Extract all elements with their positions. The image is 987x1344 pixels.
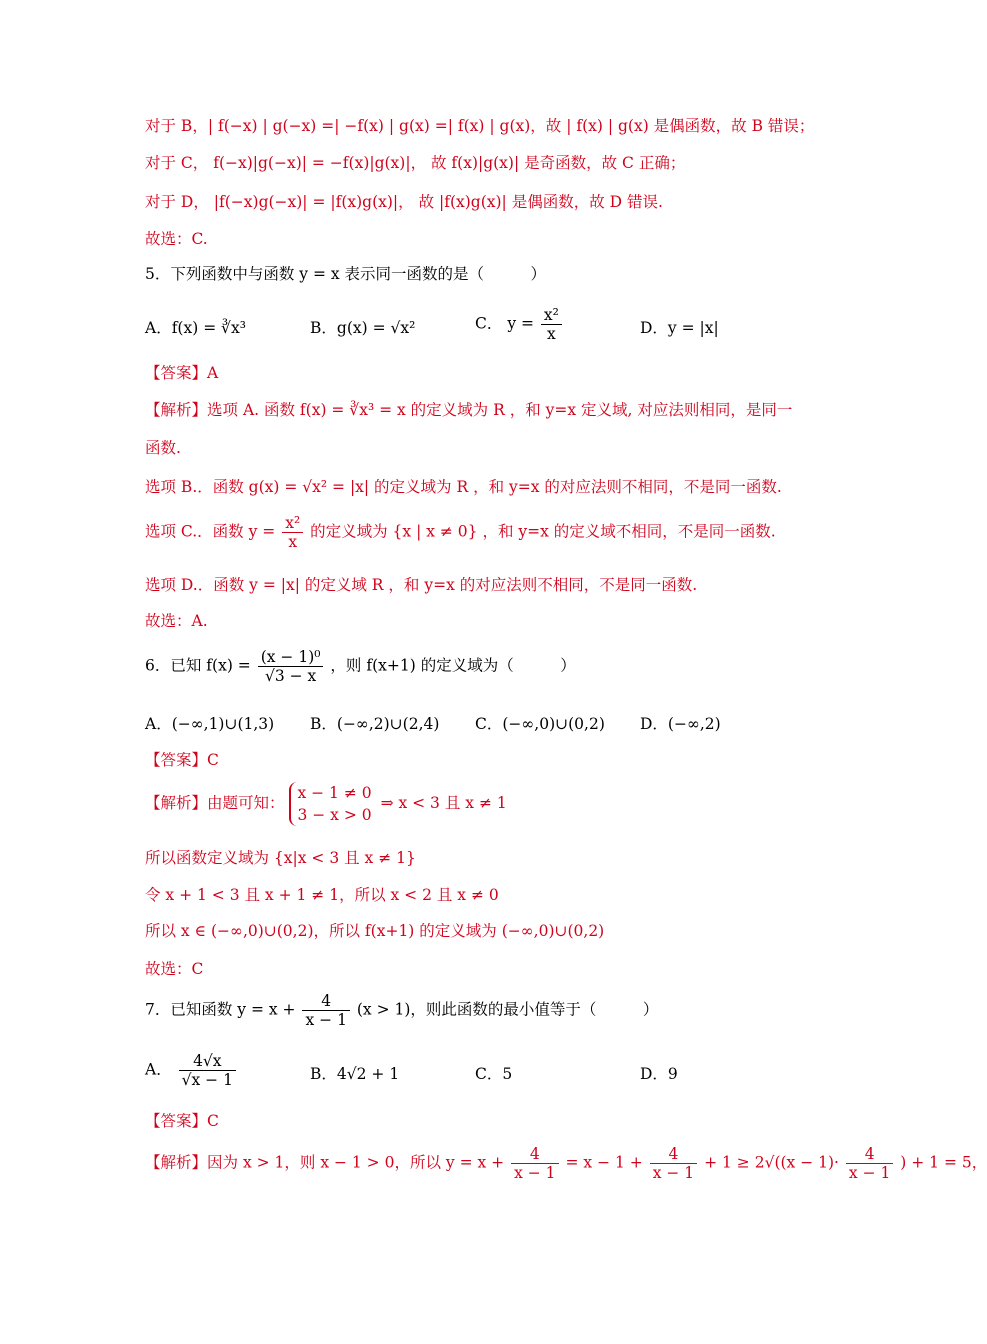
q5-option-c [475,306,564,343]
q7-option-d: D．9 [640,1065,678,1083]
q7-stem: 7．已知函数 y = x + $\frac{4}{x - 1}$ (x > 1)，则此函数的最小值等于（ ） [145,992,659,1029]
q7-stem-fraction: $\frac{4}{x - 1}$ [302,992,349,1029]
analysis-option-c: 对于 C， f(−x)|g(−x)| = −f(x)|g(x)|， 故 f(x)|g(x)| 是奇函数，故 C 正确； [145,154,686,172]
q5-analysis-line1: 【解析】选项 A. 函数 f(x) = ∛x³ = x 的定义域为 R ，和 y=x 定义域, 对应法则相同，是同一 [145,401,793,419]
q6-analysis-line2: 所以函数定义域为 {x|x < 3 且 x ≠ 1} [145,849,416,867]
q5-option-c-fraction [541,306,562,343]
q6-analysis-conclusion: 故选：C [145,960,204,978]
q5-option-a: A．f(x) = ∛x³ [145,319,246,337]
q7-option-a-fraction: $\frac{4√x}{√x - 1}$ [179,1052,236,1089]
q6-option-a: A．(−∞,1)∪(1,3) [145,715,275,733]
q7-option-a: A． $\frac{4√x}{√x - 1}$ [145,1052,238,1089]
q5-analysis-label: 【解析】 [145,401,208,419]
q7-answer: 【答案】C [145,1112,219,1130]
q6-stem: 6．已知 f(x) = $\frac{\text{(x − 1)⁰}}{√3 - x}$ ，则 f(x+1) 的定义域为（ ） [145,648,576,685]
q6-answer: 【答案】C [145,751,219,769]
q5-answer: 【答案】A [145,364,219,382]
q5-option-b: B．g(x) = √x² [310,319,416,337]
q6-analysis-line3: 令 x + 1 < 3 且 x + 1 ≠ 1，所以 x < 2 且 x ≠ 0 [145,886,499,904]
q6-analysis-label: 【解析】 [145,794,208,812]
q5-stem: 5．下列函数中与函数 y = x 表示同一函数的是（ ） [145,265,547,283]
q5-analysis-conclusion: 故选：A. [145,612,208,630]
q5-option-d: D．y = |x| [640,319,719,337]
q7-option-b: B．4√2 + 1 [310,1065,400,1083]
q7-analysis-label: 【解析】 [145,1153,208,1172]
analysis-conclusion: 故选：C. [145,230,208,248]
q5-analysis-line2: 函数. [145,439,181,457]
q5-option-c-lhs: y = [507,314,534,333]
q7-analysis-line1: 【解析】因为 x > 1，则 x − 1 > 0，所以 y = x + $\frac{4}{x - 1}$ = x − 1 + $\frac{4}{x - 1}$ + 1 ≥ 2√((x − 1)· $\frac{4}{x - 1}$ ) + 1 = 5， [145,1145,987,1182]
q5-analysis-line5: 选项 D.．函数 y = |x| 的定义域 R ，和 y=x 的对应法则不相同，不是同一函数. [145,576,698,594]
q6-option-c: C．(−∞,0)∪(0,2) [475,715,605,733]
q7-option-c: C．5 [475,1065,513,1083]
q5-analysis-line4: 选项 C.．函数 y = $\frac{\text{x²}}{x}$ 的定义域为 {x | x ≠ 0} ，和 y=x 的定义域不相同，不是同一函数. [145,514,776,551]
q5-analysis-fraction: $\frac{\text{x²}}{x}$ [282,514,303,551]
q6-stem-fraction: $\frac{\text{(x − 1)⁰}}{√3 - x}$ [258,648,324,685]
q6-option-b: B．(−∞,2)∪(2,4) [310,715,440,733]
q5-analysis-line3: 选项 B.．函数 g(x) = √x² = |x| 的定义域为 R ，和 y=x 的对应法则不相同，不是同一函数. [145,478,782,496]
q5-option-c-label: C． [475,314,503,333]
q5-option-c-numerator: x² [541,306,562,325]
q6-analysis-line4: 所以 x ∈ (−∞,0)∪(0,2)，所以 f(x+1) 的定义域为 (−∞,0)∪(0,2) [145,922,605,940]
q5-option-c-denominator: x [547,325,556,343]
q6-inequality-system: x − 1 ≠ 0 3 − x > 0 [289,782,371,826]
q6-analysis-line1: 【解析】由题可知： x − 1 ≠ 0 3 − x > 0 ⇒ x < 3 且 x ≠ 1 [145,784,507,824]
q6-option-d: D．(−∞,2) [640,715,721,733]
analysis-option-d: 对于 D， |f(−x)g(−x)| = |f(x)g(x)|， 故 |f(x)g(x)| 是偶函数，故 D 错误. [145,193,663,211]
analysis-option-b: 对于 B，| f(−x) | g(−x) =| −f(x) | g(x) =| f(x) | g(x)，故 | f(x) | g(x) 是偶函数，故 B 错误； [145,117,815,135]
